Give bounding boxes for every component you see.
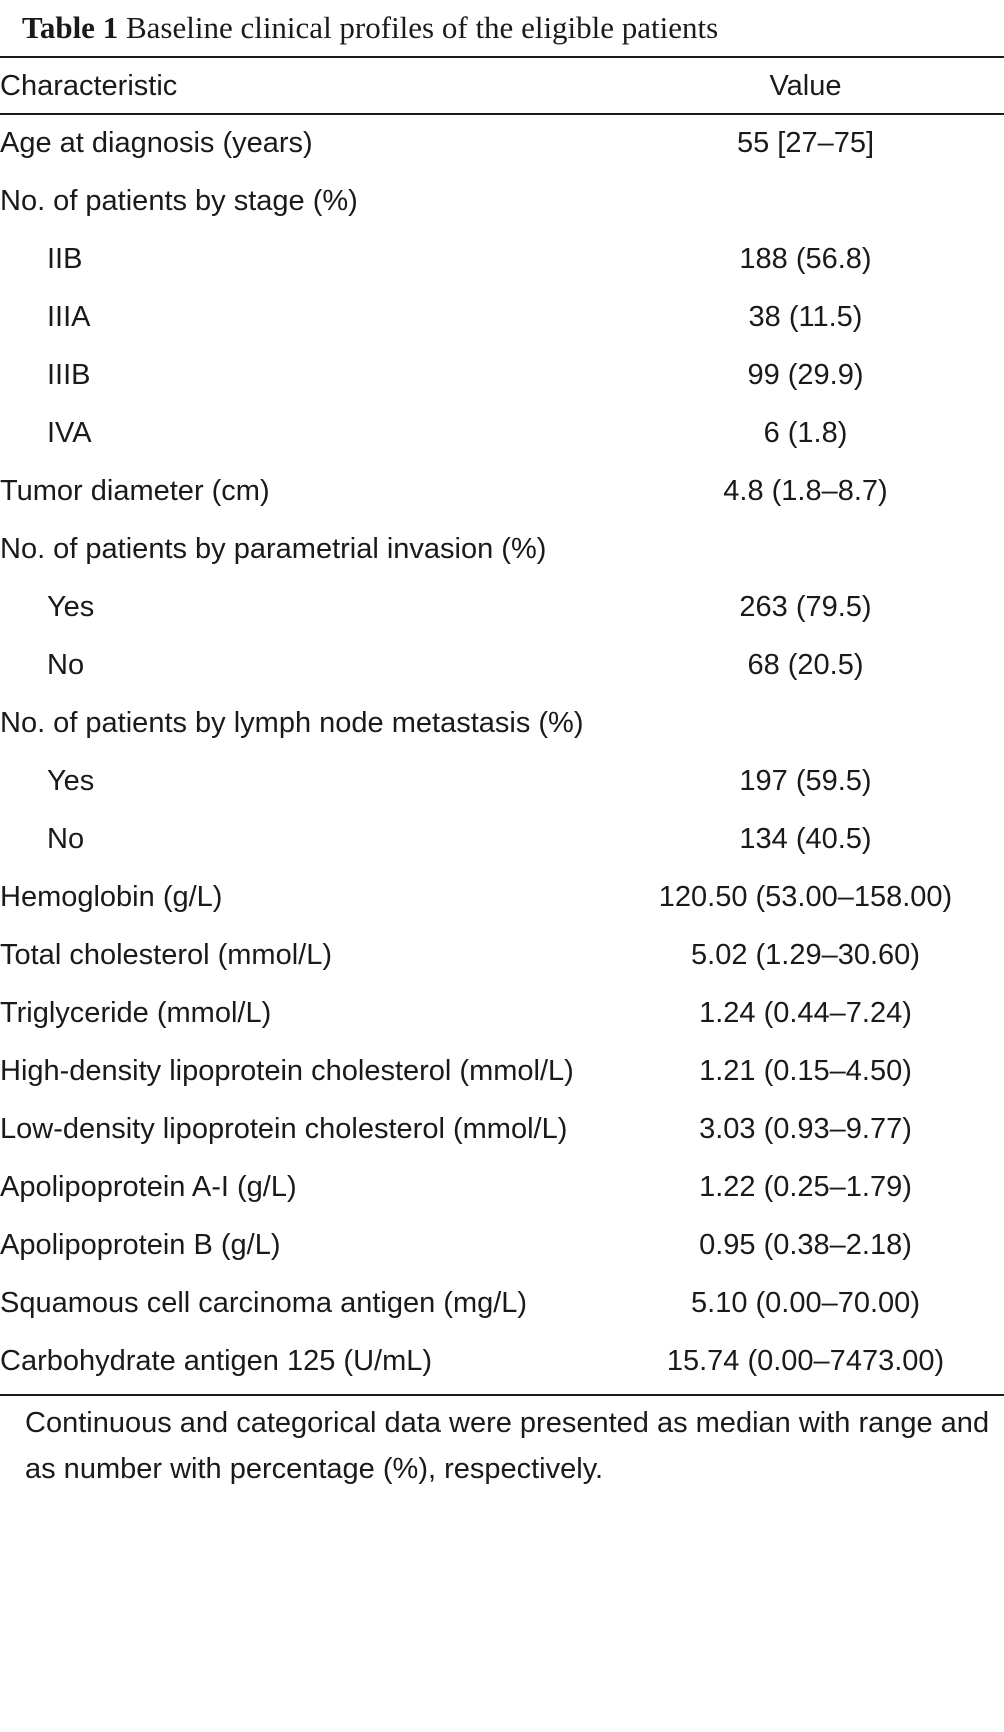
cell-value: 38 (11.5) — [748, 301, 863, 333]
table-row — [0, 984, 1004, 1042]
cell-characteristic: Triglyceride (mmol/L) — [0, 997, 272, 1029]
cell-value — [607, 694, 1004, 752]
cell-characteristic: Total cholesterol (mmol/L) — [0, 939, 332, 971]
cell-characteristic: Age at diagnosis (years) — [0, 127, 313, 159]
table-row — [0, 404, 1004, 462]
cell-characteristic: Yes — [47, 765, 95, 797]
cell-value: 120.50 (53.00–158.00) — [658, 881, 953, 913]
table-row — [0, 636, 1004, 694]
cell-value — [607, 172, 1004, 230]
cell-value — [607, 520, 1004, 578]
cell-value: 68 (20.5) — [747, 649, 864, 681]
table-row — [0, 578, 1004, 636]
table-row — [0, 462, 1004, 520]
cell-value: 197 (59.5) — [739, 765, 872, 797]
table-row — [0, 1216, 1004, 1274]
table-row — [0, 868, 1004, 926]
table-row — [0, 1100, 1004, 1158]
cell-characteristic: No. of patients by stage (%) — [0, 185, 358, 217]
cell-value: 5.02 (1.29–30.60) — [691, 939, 920, 971]
table-caption-label: Table 1 — [22, 10, 119, 45]
table-row — [0, 346, 1004, 404]
table-row — [0, 694, 1004, 752]
table-row — [0, 1274, 1004, 1332]
cell-characteristic: No — [47, 823, 85, 855]
table-row — [0, 810, 1004, 868]
table-row — [0, 752, 1004, 810]
table-bottom-rule — [0, 1394, 1004, 1396]
cell-value: 263 (79.5) — [739, 591, 872, 623]
cell-value: 99 (29.9) — [747, 359, 864, 391]
cell-characteristic: IIIA — [47, 301, 91, 333]
cell-value: 188 (56.8) — [739, 243, 872, 275]
clinical-profiles-table — [0, 58, 1004, 1390]
cell-characteristic: Carbohydrate antigen 125 (U/mL) — [0, 1345, 433, 1377]
table-caption — [22, 6, 718, 50]
cell-value: 55 [27–75] — [736, 127, 875, 159]
table-row — [0, 114, 1004, 172]
cell-characteristic: Squamous cell carcinoma antigen (mg/L) — [0, 1287, 528, 1319]
table-row — [0, 230, 1004, 288]
cell-characteristic: No. of patients by lymph node metastasis (%) — [0, 707, 584, 739]
cell-characteristic: Apolipoprotein B (g/L) — [0, 1229, 281, 1261]
table-body — [0, 114, 1004, 1390]
table-caption-text: Baseline clinical profiles of the eligible patients — [125, 10, 719, 45]
cell-characteristic: Hemoglobin (g/L) — [0, 881, 223, 913]
cell-value: 1.24 (0.44–7.24) — [699, 997, 912, 1029]
table-row — [0, 1042, 1004, 1100]
cell-value: 6 (1.8) — [763, 417, 848, 449]
table-row — [0, 288, 1004, 346]
cell-characteristic: No — [47, 649, 85, 681]
header-value: Value — [769, 70, 842, 102]
table-footnote: Continuous and categorical data were presented as median with range and as number with percentage (%), respectively. — [25, 1407, 990, 1485]
cell-characteristic: No. of patients by parametrial invasion (%) — [0, 533, 547, 565]
cell-value: 3.03 (0.93–9.77) — [699, 1113, 912, 1145]
table-row — [0, 172, 1004, 230]
table-row — [0, 1158, 1004, 1216]
cell-characteristic: Yes — [47, 591, 95, 623]
header-bottom-rule — [0, 113, 1004, 115]
table-header-row — [0, 58, 1004, 114]
cell-value: 134 (40.5) — [739, 823, 872, 855]
cell-value: 1.22 (0.25–1.79) — [699, 1171, 912, 1203]
table-row — [0, 1332, 1004, 1390]
table-row — [0, 926, 1004, 984]
cell-value: 15.74 (0.00–7473.00) — [666, 1345, 945, 1377]
cell-value: 1.21 (0.15–4.50) — [699, 1055, 912, 1087]
cell-value: 5.10 (0.00–70.00) — [691, 1287, 920, 1319]
cell-characteristic: High-density lipoprotein cholesterol (mmol/L) — [0, 1055, 574, 1087]
table-row — [0, 520, 1004, 578]
cell-characteristic: IIB — [47, 243, 83, 275]
cell-value: 0.95 (0.38–2.18) — [699, 1229, 912, 1261]
cell-value: 4.8 (1.8–8.7) — [723, 475, 888, 507]
cell-characteristic: IIIB — [47, 359, 91, 391]
cell-characteristic: IVA — [47, 417, 92, 449]
header-characteristic: Characteristic — [0, 70, 178, 102]
cell-characteristic: Apolipoprotein A-I (g/L) — [0, 1171, 297, 1203]
cell-characteristic: Tumor diameter (cm) — [0, 475, 270, 507]
cell-characteristic: Low-density lipoprotein cholesterol (mmol/L) — [0, 1113, 568, 1145]
